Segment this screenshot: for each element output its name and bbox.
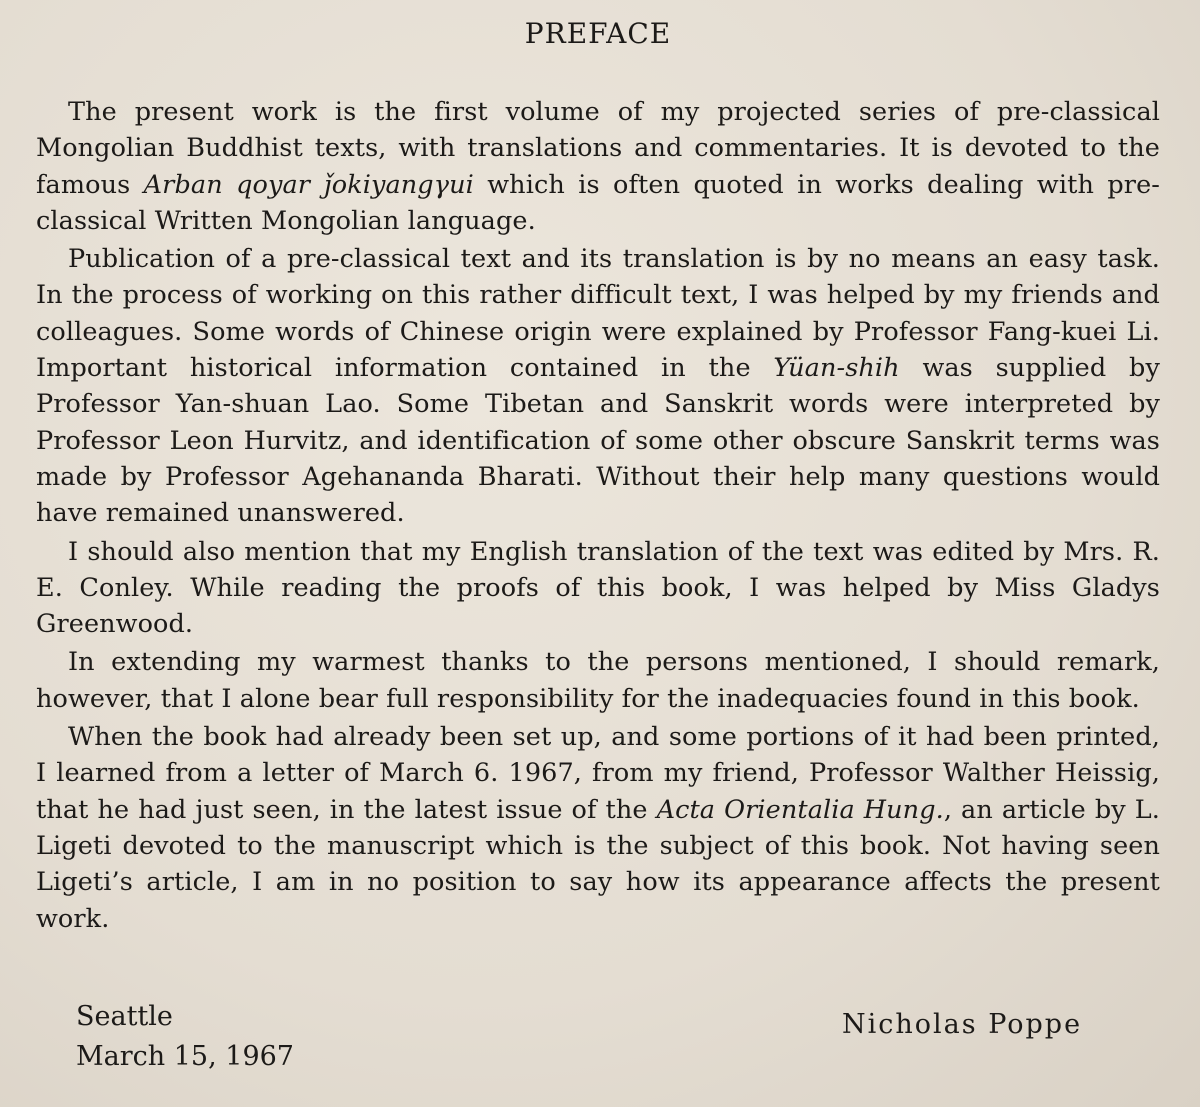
italic-title: Yüan-shih [773,353,900,384]
paragraph-3: I should also mention that my English translation of the text was edited by Mrs. R. E. Conley. While reading the proofs of this book, I was helped by Miss Gladys Greenwood. [36,536,1160,640]
signoff-author: Nicholas Poppe [842,1009,1083,1040]
preface-body [36,94,1160,937]
italic-title: Acta Orientalia Hung. [656,794,944,825]
italic-title: Arban qoyar ǰokiyangγui [143,169,474,200]
signoff-date: March 15, 1967 [76,1041,294,1072]
paragraph-2: Publication of a pre-classical text and its translation is by no means an easy task. In the process of working on this rather difficult text, I was helped by my friends and colleagues. Some words of Chinese origin were explained by Professor Fang-kuei Li. Important historical information contained in the Yüan-shih was supplied by Professor Yan-shuan Lao. Some Tibetan and Sanskrit words were interpreted by Professor Leon Hurvitz, and identification of some other obscure Sanskrit terms was made by Professor Agehananda Bharati. Without their help many questions would have remained unanswered. [36,244,1160,529]
page-title: PREFACE [524,17,672,50]
paragraph-4: In extending my warmest thanks to the persons mentioned, I should remark, however, that I alone bear full responsibility for the inadequacies found in this book. [36,647,1160,714]
paragraph-1: The present work is the first volume of my projected series of pre-classical Mongolian Buddhist texts, with translations and commentaries. It is devoted to the famous Arban qoyar ǰokiyangγui which is often quoted in works dealing with pre-classical Written Mongolian language. [36,97,1160,236]
paragraph-5: When the book had already been set up, and some portions of it had been printed, I learned from a letter of March 6. 1967, from my friend, Professor Walther Heissig, that he had just seen, in the latest issue of the Acta Orientalia Hung., an article by L. Ligeti devoted to the manuscript which is the subject of this book. Not having seen Ligeti’s article, I am in no position to say how its appearance affects the present work. [36,722,1160,934]
signoff-place: Seattle [76,1001,173,1032]
